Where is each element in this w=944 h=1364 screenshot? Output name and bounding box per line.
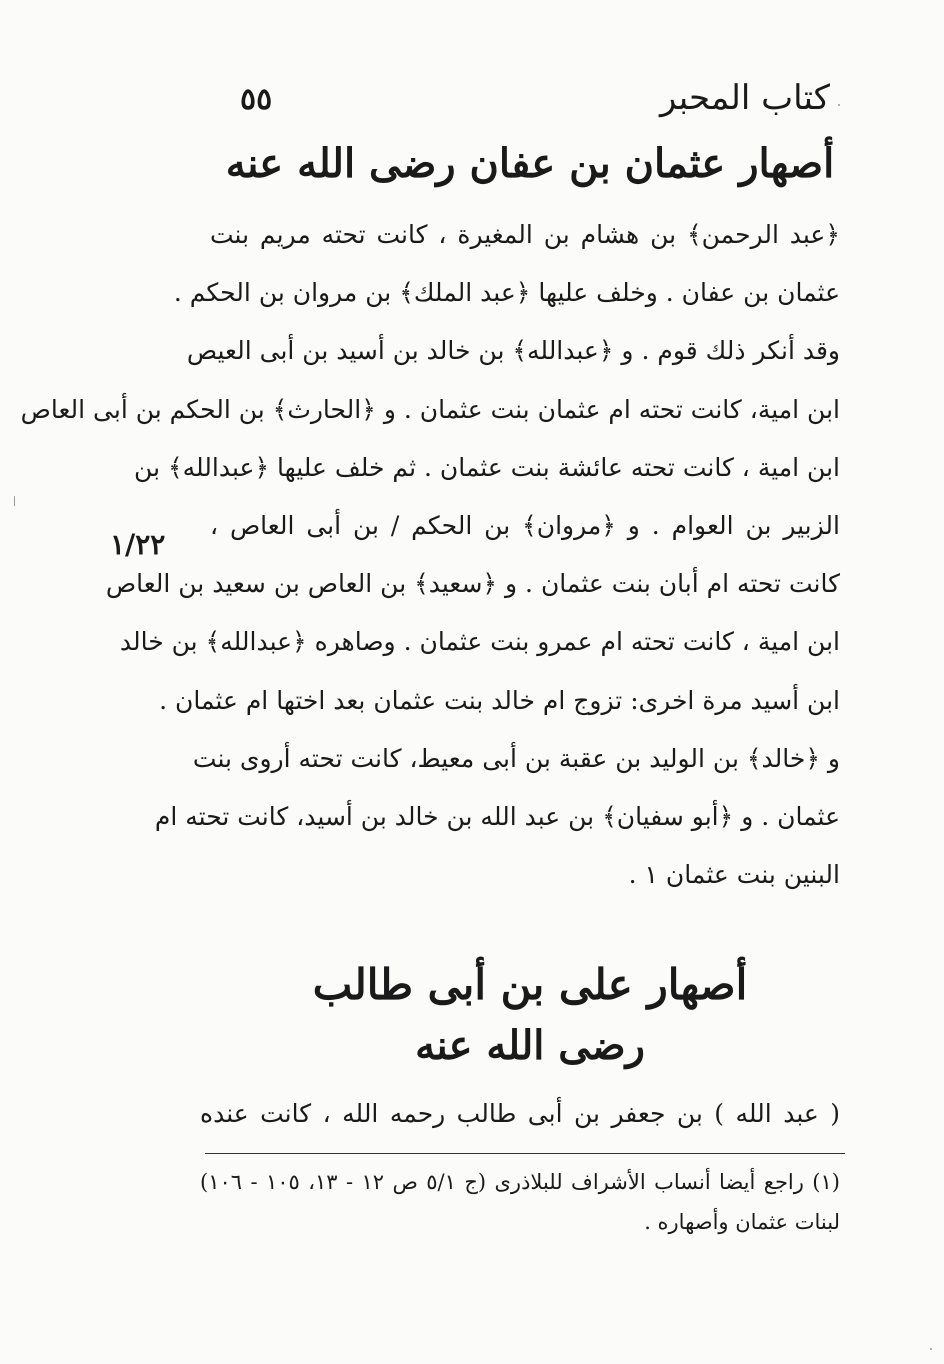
book-title: كتاب المحبر	[659, 78, 830, 118]
scan-speck	[14, 496, 15, 506]
text-line: عثمان . و ﴿أبو سفيان﴾ بن عبد الله بن خالد بن أسيد، كانت تحته ام	[154, 801, 840, 831]
page-header	[230, 78, 850, 128]
footnote-divider	[205, 1153, 845, 1154]
text-line: ابن امية ، كانت تحته عائشة بنت عثمان . ثم خلف عليها ﴿عبدالله﴾ بن	[134, 452, 840, 482]
text-line: ابن أسيد مرة اخرى: تزوج ام خالد بنت عثمان بعد اختها ام عثمان .	[159, 685, 840, 715]
text-line: الزبير بن العوام . و ﴿مروان﴾ بن الحكم / بن أبى العاص ،	[210, 510, 840, 540]
scan-speck	[838, 104, 840, 106]
scan-speck	[930, 1348, 932, 1350]
text-line: ﴿عبد الرحمن﴾ بن هشام بن المغيرة ، كانت تحته مريم بنت	[210, 220, 840, 249]
text-line: عثمان بن عفان . وخلف عليها ﴿عبد الملك﴾ بن مروان بن الحكم .	[173, 278, 840, 308]
section-heading-ali: أصهار على بن أبى طالب	[312, 960, 748, 1009]
text-line: البنين بنت عثمان ١ .	[628, 860, 840, 890]
text-line: و ﴿خالد﴾ بن الوليد بن عقبة بن أبى معيط، كانت تحته أروى بنت	[192, 743, 840, 773]
section-heading-ali-blessing: رضى الله عنه	[415, 1022, 645, 1069]
footnote-line: (١) راجع أيضا أنساب الأشراف للبلاذرى (ج ٥/١ ص ١٢ - ١٣، ١٠٥ - ١٠٦)	[200, 1170, 840, 1194]
text-line: ابن امية، كانت تحته ام عثمان بنت عثمان . و ﴿الحارث﴾ بن الحكم بن أبى العاص	[20, 394, 840, 424]
footnote-line: لبنات عثمان وأصهاره .	[644, 1210, 840, 1234]
text-line: ابن امية ، كانت تحته ام عمرو بنت عثمان . وصاهره ﴿عبدالله﴾ بن خالد	[119, 627, 840, 657]
text-line: وقد أنكر ذلك قوم . و ﴿عبدالله﴾ بن خالد بن أسيد بن أبى العيص	[186, 336, 840, 366]
manuscript-folio-note: ١/٢٢	[110, 528, 166, 561]
footnote	[200, 1162, 840, 1242]
section-heading-uthman: أصهار عثمان بن عفان رضى الله عنه	[225, 140, 835, 187]
text-line: ( عبد الله ) بن جعفر بن أبى طالب رحمه الله ، كانت عنده	[200, 1099, 840, 1128]
text-line: كانت تحته ام أبان بنت عثمان . و ﴿سعيد﴾ بن العاص بن سعيد بن العاص	[105, 569, 840, 599]
page-number: ٥٥	[240, 82, 273, 117]
